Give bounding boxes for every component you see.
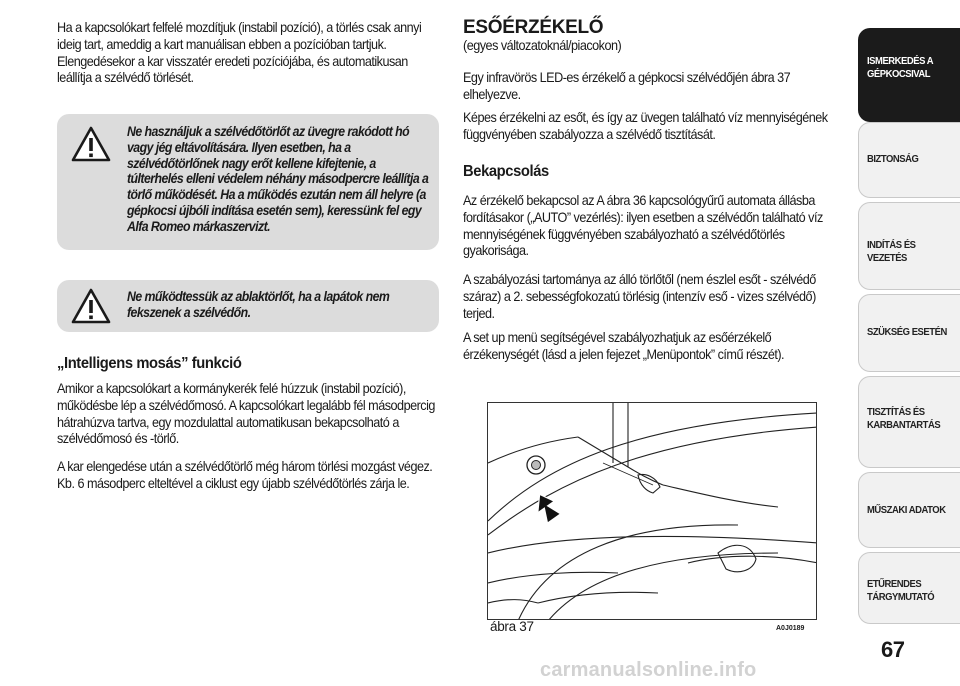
activation-paragraph-3: A set up menü segítségével szabályozhatjuk az esőérzékelő érzékenységét (lásd a jelen fejezet „Menüpontok” című részét). bbox=[463, 330, 785, 362]
tab-emergency[interactable] bbox=[858, 294, 960, 372]
figure-caption: ábra 37 bbox=[490, 619, 534, 634]
tab-starting-driving[interactable] bbox=[858, 202, 960, 290]
warning-icon bbox=[71, 126, 111, 162]
wash-paragraph-1: Amikor a kapcsolókart a kormánykerék felé húzzuk (instabil pozíció), működésbe lép a szélvédőmosó. A kapcsolókart legalább fél másodpercig hátrahúzva tartva, egy mozdulattal automatikusan bekapcsolható a szélvédőmosó és -törlő. bbox=[57, 381, 435, 447]
wash-paragraph-2: A kar elengedése után a szélvédőtörlő még három törlési mozgást végez. Kb. 6 másodperc elteltével a ciklust egy újabb szélvédőtörlés zárja le. bbox=[57, 459, 433, 491]
warning-2-text: Ne működtessük az ablaktörlőt, ha a lapátok nem fekszenek a szélvédőn. bbox=[127, 289, 390, 320]
chapter-tabs bbox=[858, 0, 960, 686]
tab-getting-to-know[interactable] bbox=[858, 28, 960, 122]
tab-maintenance[interactable] bbox=[858, 376, 960, 468]
rain-sensor-title: ESŐÉRZÉKELŐ bbox=[463, 17, 604, 38]
tab-label: ISMERKEDÉS A GÉPKOCSIVAL bbox=[867, 55, 934, 80]
figure-rain-sensor bbox=[487, 402, 817, 620]
tab-label: MŰSZAKI ADATOK bbox=[867, 504, 946, 516]
section-title-activation: Bekapcsolás bbox=[463, 163, 549, 180]
tab-label: TISZTÍTÁS ÉS KARBANTARTÁS bbox=[867, 406, 941, 431]
tab-safety[interactable] bbox=[858, 122, 960, 198]
section-title-intelligent-wash: „Intelligens mosás” funkció bbox=[57, 355, 242, 372]
watermark: carmanualsonline.info bbox=[540, 659, 757, 681]
figure-code: A0J0189 bbox=[776, 625, 805, 632]
tab-label: SZÜKSÉG ESETÉN bbox=[867, 326, 947, 338]
warning-1-text bbox=[127, 124, 433, 235]
rain-sensor-paragraph-1: Egy infravörös LED-es érzékelő a gépkocsi szélvédőjén ábra 37 elhelyezve. bbox=[463, 70, 791, 102]
tab-label: ETŰRENDES TÁRGYMUTATÓ bbox=[867, 578, 935, 603]
intro-paragraph: Ha a kapcsolókart felfelé mozdítjuk (instabil pozíció), a törlés csak annyi ideig tart, ameddig a kart manuálisan ebben a pozícióban tartjuk. Elengedésekor a kar visszatér eredeti pozíciójába, és automatikusan leállítja a szélvédő törlését. bbox=[57, 20, 422, 86]
warning-box-1 bbox=[57, 114, 439, 250]
activation-paragraph-1: Az érzékelő bekapcsol az A ábra 36 kapcsológyűrű automata állásba fordításakor („AUTO” vezérlés): ilyen esetben a szélvédőn található víz mennyiségének függvényében szabályozható a szélvédőtörlés gyakorisága. bbox=[463, 193, 823, 259]
warning-icon bbox=[71, 288, 111, 324]
tab-label: BIZTONSÁG bbox=[867, 153, 919, 165]
rain-sensor-paragraph-2: Képes érzékelni az esőt, és így az üvegen található víz mennyiségének függvényében szabályozza a szélvédő tisztítását. bbox=[463, 110, 828, 142]
rain-sensor-subtitle: (egyes változatoknál/piacokon) bbox=[463, 38, 622, 53]
car-windshield-illustration bbox=[488, 403, 817, 620]
warning-box-2 bbox=[57, 280, 439, 332]
activation-paragraph-2: A szabályozási tartománya az álló törlőtől (nem észlel esőt - szélvédő száraz) a 2. sebességfokozatú törlésig (intenzív eső - vizes szélvédő) terjed. bbox=[463, 272, 816, 321]
tab-index[interactable] bbox=[858, 552, 960, 624]
tab-label: INDÍTÁS ÉS VEZETÉS bbox=[867, 239, 916, 264]
tab-technical-data[interactable] bbox=[858, 472, 960, 548]
page-number: 67 bbox=[881, 637, 905, 662]
warning-1-body: Ne használjuk a szélvédőtörlőt az üvegre rakódott hó vagy jég eltávolítására. Ilyen esetben, ha a szélvédőtörlőnek nagy erőt kellene kifejtenie, a túlterhelés elleni védelem néhány másodpercre leállítja a törlő működését. Ha a működés ezután nem áll helyre (a gépkocsi újbóli indítása esetén sem), keressünk fel egy Alfa Romeo márkaszervizt. bbox=[127, 124, 429, 234]
